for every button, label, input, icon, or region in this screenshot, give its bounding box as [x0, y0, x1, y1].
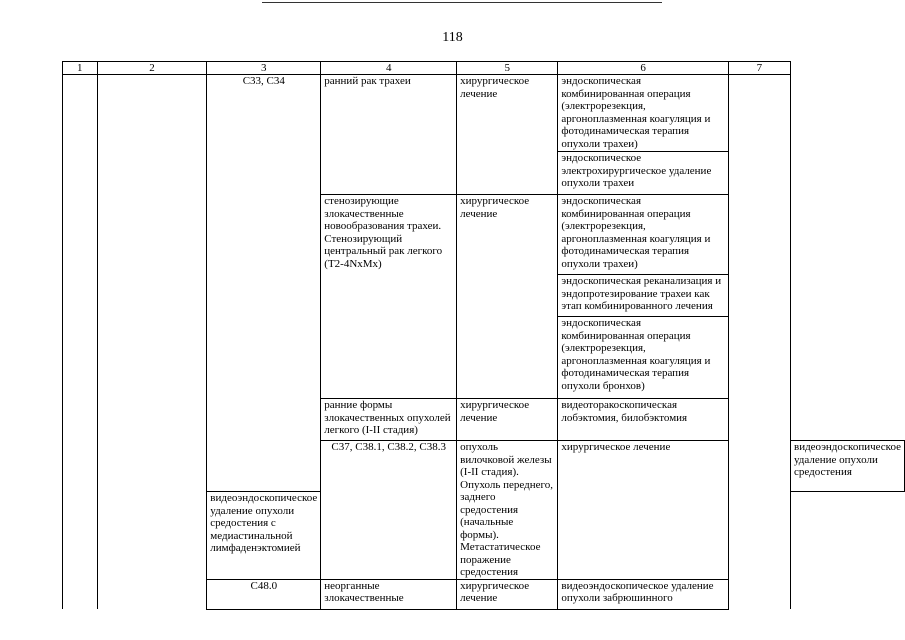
diagnosis-cell: ранние формы злокачественных опухолей легкого (I-II стадия) [321, 399, 457, 441]
column-header: 3 [207, 62, 321, 75]
column-7-cell [728, 75, 790, 610]
diagnosis-cell: ранний рак трахеи [321, 75, 457, 195]
diagnosis-cell: опухоль вилочковой железы (I-II стадия). Опухоль переднего, заднего средостения (начальные формы). Метастатическое поражение средостения [457, 441, 558, 580]
method-cell: эндоскопическая комбинированная операция (электрорезекция, аргоноплазменная коагуляция и фотодинамическая терапия опухоли бронхов) [558, 317, 728, 399]
treatment-cell: хирургическое лечение [457, 399, 558, 441]
code-cell: C33, C34 [207, 75, 321, 492]
diagnosis-cell: неорганные злокачественные [321, 579, 457, 609]
code-cell: C48.0 [207, 579, 321, 609]
code-cell: C37, C38.1, C38.2, C38.3 [321, 441, 457, 580]
column-header: 4 [321, 62, 457, 75]
column-2-cell [97, 75, 207, 610]
method-cell: эндоскопическая реканализация и эндопротезирование трахеи как этап комбинированного лечения [558, 275, 728, 317]
method-cell: эндоскопическая комбинированная операция (электрорезекция, аргоноплазменная коагуляция и фотодинамическая терапия опухоли трахеи) [558, 75, 728, 152]
column-1-cell [63, 75, 98, 610]
column-header: 1 [63, 62, 98, 75]
column-header: 5 [457, 62, 558, 75]
header-row [63, 62, 905, 75]
method-cell: видеоэндоскопическое удаление опухоли средостения [791, 441, 905, 492]
treatment-cell: хирургическое лечение [457, 75, 558, 195]
method-cell: видеоэндоскопическое удаление опухоли забрюшинного [558, 579, 728, 609]
column-header: 7 [728, 62, 790, 75]
column-header: 6 [558, 62, 728, 75]
method-cell: эндоскопическая комбинированная операция (электрорезекция, аргоноплазменная коагуляция и фотодинамическая терапия опухоли трахеи) [558, 195, 728, 275]
treatment-cell: хирургическое лечение [457, 195, 558, 399]
treatment-cell: хирургическое лечение [558, 441, 728, 580]
method-cell: эндоскопическое электрохирургическое удаление опухоли трахеи [558, 152, 728, 195]
method-cell: видеоторакоскопическая лобэктомия, билобэктомия [558, 399, 728, 441]
table-row [63, 75, 905, 152]
column-header: 2 [97, 62, 207, 75]
treatment-cell: хирургическое лечение [457, 579, 558, 609]
method-cell: видеоэндоскопическое удаление опухоли средостения с медиастинальной лимфаденэктомией [207, 492, 321, 579]
page-number: 118 [442, 30, 463, 45]
top-rule [262, 2, 662, 3]
procedures-table [62, 61, 905, 610]
diagnosis-cell: стенозирующие злокачественные новообразования трахеи. Стенозирующий центральный рак легкого (T2-4NxMx) [321, 195, 457, 399]
